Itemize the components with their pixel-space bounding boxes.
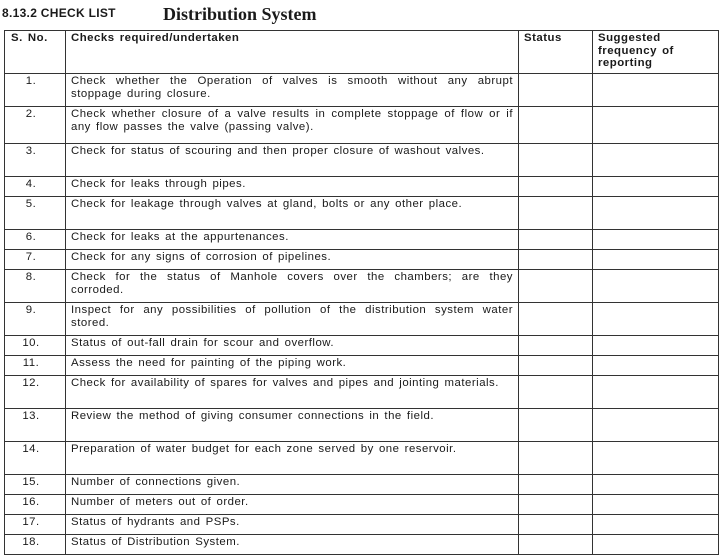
row-frequency-cell <box>593 495 719 515</box>
row-sno: 5. <box>5 197 66 230</box>
row-check-text: Check for leaks through pipes. <box>66 177 519 197</box>
table-row <box>5 515 719 535</box>
table-row <box>5 336 719 356</box>
row-status-cell <box>519 230 593 250</box>
row-frequency-cell <box>593 303 719 336</box>
row-check-text: Preparation of water budget for each zone served by one reservoir. <box>66 442 519 475</box>
section-number: 8.13.2 CHECK LIST <box>2 6 116 20</box>
row-check-text: Check for leakage through valves at gland, bolts or any other place. <box>66 197 519 230</box>
table-row <box>5 409 719 442</box>
row-status-cell <box>519 442 593 475</box>
row-frequency-cell <box>593 144 719 177</box>
header-sno: S. No. <box>5 31 66 74</box>
row-sno: 17. <box>5 515 66 535</box>
row-frequency-cell <box>593 515 719 535</box>
checklist-body <box>5 74 719 555</box>
row-frequency-cell <box>593 270 719 303</box>
checklist-table <box>4 30 719 555</box>
section-heading <box>2 4 317 28</box>
table-row <box>5 356 719 376</box>
row-frequency-cell <box>593 475 719 495</box>
table-row <box>5 303 719 336</box>
row-frequency-cell <box>593 356 719 376</box>
row-check-text: Number of meters out of order. <box>66 495 519 515</box>
table-row <box>5 107 719 144</box>
row-check-text: Check for availability of spares for valves and pipes and jointing materials. <box>66 376 519 409</box>
table-row <box>5 376 719 409</box>
table-row <box>5 197 719 230</box>
row-status-cell <box>519 356 593 376</box>
table-row <box>5 535 719 555</box>
row-frequency-cell <box>593 250 719 270</box>
row-check-text: Check for any signs of corrosion of pipelines. <box>66 250 519 270</box>
row-sno: 18. <box>5 535 66 555</box>
row-sno: 1. <box>5 74 66 107</box>
row-sno: 6. <box>5 230 66 250</box>
row-status-cell <box>519 336 593 356</box>
row-status-cell <box>519 74 593 107</box>
row-check-text: Check for status of scouring and then proper closure of washout valves. <box>66 144 519 177</box>
row-status-cell <box>519 495 593 515</box>
table-row <box>5 442 719 475</box>
table-row <box>5 270 719 303</box>
row-sno: 10. <box>5 336 66 356</box>
row-check-text: Status of out-fall drain for scour and overflow. <box>66 336 519 356</box>
table-row <box>5 74 719 107</box>
row-sno: 9. <box>5 303 66 336</box>
header-frequency: Suggested frequency of reporting <box>593 31 719 74</box>
row-status-cell <box>519 515 593 535</box>
table-row <box>5 230 719 250</box>
row-sno: 13. <box>5 409 66 442</box>
row-check-text: Status of hydrants and PSPs. <box>66 515 519 535</box>
row-status-cell <box>519 475 593 495</box>
row-frequency-cell <box>593 177 719 197</box>
row-status-cell <box>519 144 593 177</box>
row-frequency-cell <box>593 74 719 107</box>
row-sno: 15. <box>5 475 66 495</box>
table-row <box>5 250 719 270</box>
row-status-cell <box>519 270 593 303</box>
row-sno: 11. <box>5 356 66 376</box>
row-check-text: Check for leaks at the appurtenances. <box>66 230 519 250</box>
row-sno: 12. <box>5 376 66 409</box>
row-sno: 8. <box>5 270 66 303</box>
row-frequency-cell <box>593 376 719 409</box>
row-check-text: Check whether closure of a valve results in complete stoppage of flow or if any flow passes the valve (passing valve). <box>66 107 519 144</box>
row-check-text: Check whether the Operation of valves is smooth without any abrupt stoppage during closure. <box>66 74 519 107</box>
table-row <box>5 144 719 177</box>
row-check-text: Assess the need for painting of the piping work. <box>66 356 519 376</box>
row-status-cell <box>519 250 593 270</box>
section-title: Distribution System <box>163 4 317 24</box>
row-frequency-cell <box>593 107 719 144</box>
row-status-cell <box>519 303 593 336</box>
row-check-text: Status of Distribution System. <box>66 535 519 555</box>
row-frequency-cell <box>593 442 719 475</box>
row-status-cell <box>519 197 593 230</box>
row-sno: 2. <box>5 107 66 144</box>
row-frequency-cell <box>593 409 719 442</box>
row-status-cell <box>519 177 593 197</box>
row-sno: 16. <box>5 495 66 515</box>
row-status-cell <box>519 376 593 409</box>
row-check-text: Check for the status of Manhole covers over the chambers; are they corroded. <box>66 270 519 303</box>
table-row <box>5 177 719 197</box>
table-row <box>5 495 719 515</box>
row-frequency-cell <box>593 197 719 230</box>
table-row <box>5 475 719 495</box>
row-sno: 3. <box>5 144 66 177</box>
row-sno: 14. <box>5 442 66 475</box>
row-status-cell <box>519 535 593 555</box>
row-frequency-cell <box>593 336 719 356</box>
row-sno: 4. <box>5 177 66 197</box>
row-sno: 7. <box>5 250 66 270</box>
row-check-text: Number of connections given. <box>66 475 519 495</box>
header-row <box>5 31 719 74</box>
row-status-cell <box>519 107 593 144</box>
row-status-cell <box>519 409 593 442</box>
row-frequency-cell <box>593 230 719 250</box>
header-status: Status <box>519 31 593 74</box>
row-check-text: Inspect for any possibilities of pollution of the distribution system water stored. <box>66 303 519 336</box>
row-check-text: Review the method of giving consumer connections in the field. <box>66 409 519 442</box>
header-checks: Checks required/undertaken <box>66 31 519 74</box>
row-frequency-cell <box>593 535 719 555</box>
